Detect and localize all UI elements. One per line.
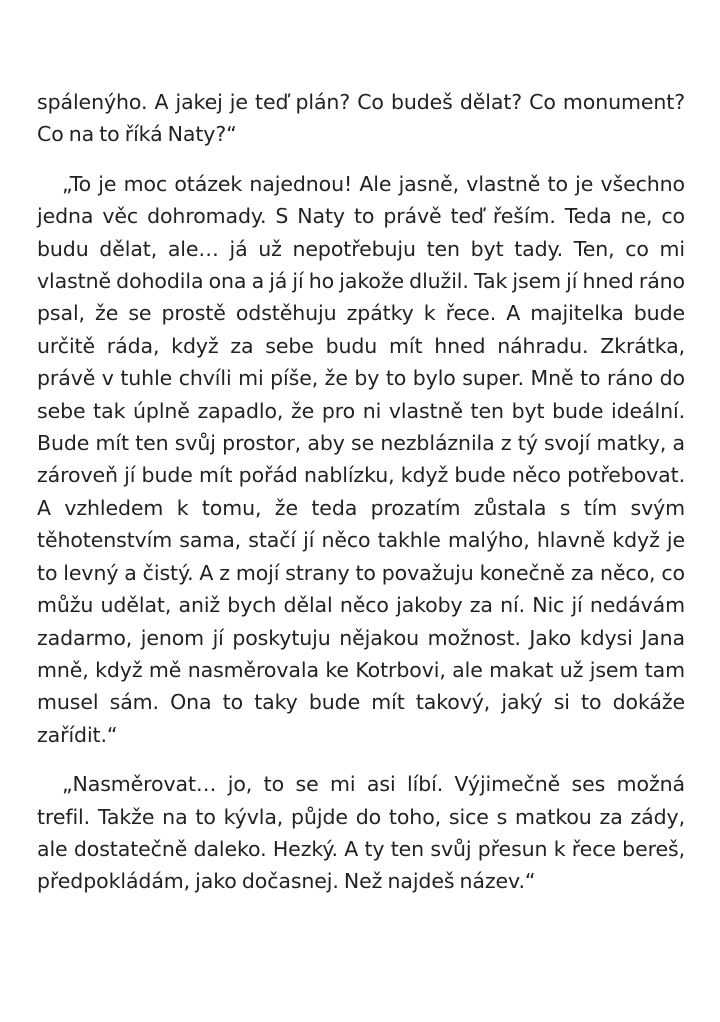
paragraph-continuation: spálenýho. A jakej je teď plán? Co budeš dělat? Co monument? Co na to říká Naty?“ <box>37 90 685 147</box>
page-body <box>37 86 685 898</box>
paragraph-dialogue-2: „Nasměrovat… jo, to se mi asi líbí. Výjimečně ses možná trefil. Takže na to kývla, půjde do toho, sice s matkou za zády, ale dostatečně daleko. Hezký. A ty ten svůj přesun k řece bereš, předpokládám, jako dočasnej. Než najdeš název.“ <box>37 772 685 894</box>
paragraph-dialogue-1: „To je moc otázek najednou! Ale jasně, vlastně to je všechno jedna věc dohromady. S Naty to právě teď řeším. Teda ne, co budu dělat, ale… já už nepotřebuju ten byt tady. Ten, co mi vlastně dohodila ona a já jí ho jakože dlužil. Tak jsem jí hned ráno psal, že se prostě odstěhuju zpátky k řece. A majitelka bude určitě ráda, když za sebe budu mít hned náhradu. Zkrátka, právě v tuhle chvíli mi píše, že by to bylo super. Mně to ráno do sebe tak úplně zapadlo, že pro ni vlastně ten byt bude ideální. Bude mít ten svůj prostor, aby se nezbláznila z tý svojí matky, a zároveň jí bude mít pořád nablízku, když bude něco potřebovat. A vzhledem k tomu, že teda prozatím zůstala s tím svým těhotenstvím sama, stačí jí něco takhle malýho, hlavně když je to levný a čistý. A z mojí strany to považuju konečně za něco, co můžu udělat, aniž bych dělal něco jakoby za ní. Nic jí nedávám zadarmo, jenom jí poskytuju nějakou možnost. Jako kdysi Jana mně, když mě nasměrovala ke Kotrbovi, ale makat už jsem tam musel sám. Ona to taky bude mít takový, jaký si to dokáže zařídit.“ <box>37 171 685 747</box>
